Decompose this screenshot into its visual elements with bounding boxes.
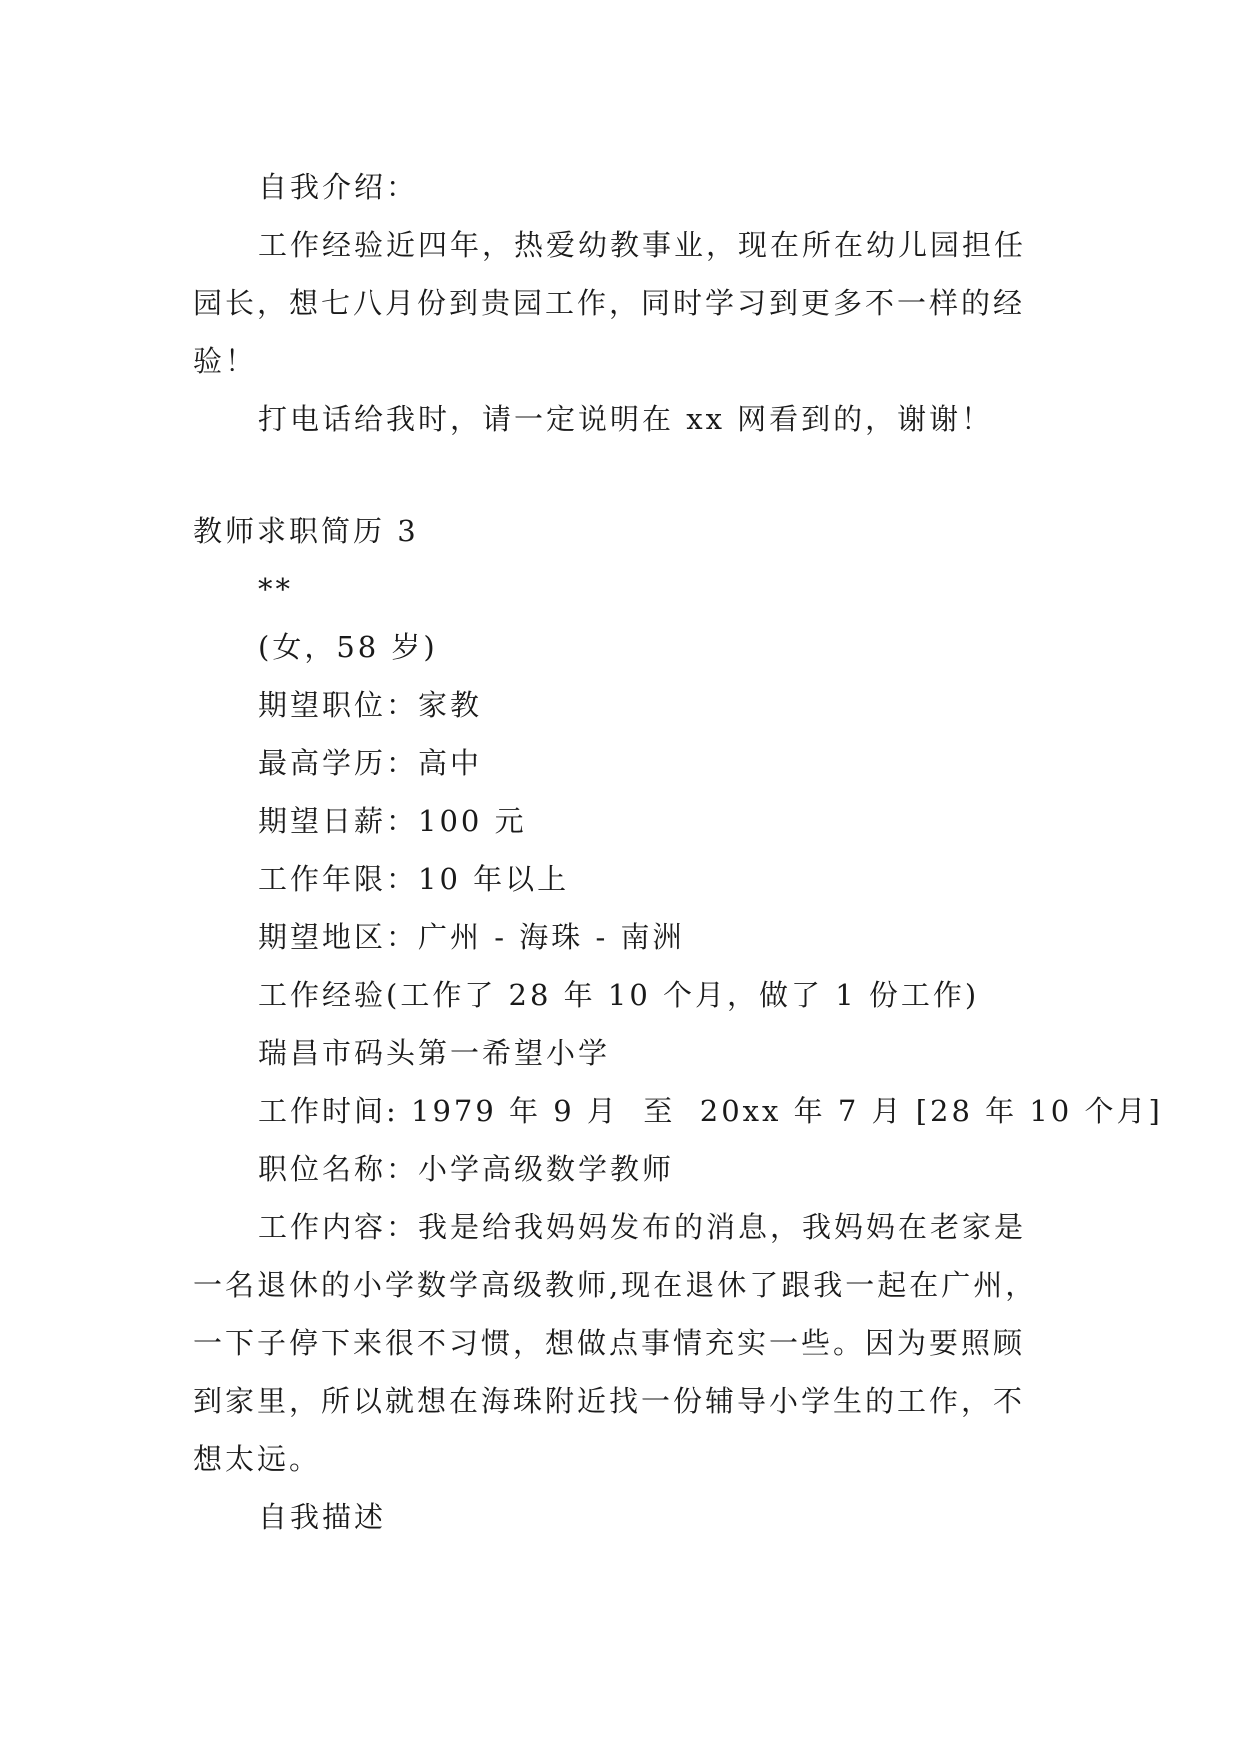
document-page <box>193 158 1163 1546</box>
employer: 瑞昌市码头第一希望小学 <box>258 1036 611 1070</box>
self-description-label: 自我描述 <box>258 1500 387 1534</box>
desired-position: 期望职位：家教 <box>258 688 483 722</box>
candidate-name: ** <box>258 572 293 606</box>
resume-heading: 教师求职简历 3 <box>193 514 419 548</box>
job-title: 职位名称：小学高级数学教师 <box>258 1152 675 1186</box>
job-content: 工作内容：我是给我妈妈发布的消息，我妈妈在老家是一名退休的小学数学高级教师,现在退休了跟我一起在广州，一下子停下来很不习惯，想做点事情充实一些。因为要照顾到家里，所以就想在海珠附近找一份辅导小学生的工作，不想太远。 <box>193 1210 1038 1476</box>
work-period: 工作时间: 1979 年 9 月 至 20xx 年 7 月 [28 年 10 个月] <box>258 1094 1163 1128</box>
desired-daily-pay: 期望日薪：100 元 <box>258 804 527 838</box>
intro-body: 工作经验近四年，热爱幼教事业，现在所在幼儿园担任园长，想七八月份到贵园工作，同时学习到更多不一样的经验！ <box>193 228 1027 378</box>
desired-area: 期望地区：广州 - 海珠 - 南洲 <box>258 920 685 954</box>
years-of-work: 工作年限：10 年以上 <box>258 862 570 896</box>
gender-age: (女，58 岁) <box>258 630 438 664</box>
intro-label: 自我介绍： <box>258 170 419 204</box>
education: 最高学历：高中 <box>258 746 483 780</box>
experience-summary: 工作经验(工作了 28 年 10 个月，做了 1 份工作) <box>258 978 980 1012</box>
call-note: 打电话给我时，请一定说明在 xx 网看到的，谢谢！ <box>258 402 994 436</box>
